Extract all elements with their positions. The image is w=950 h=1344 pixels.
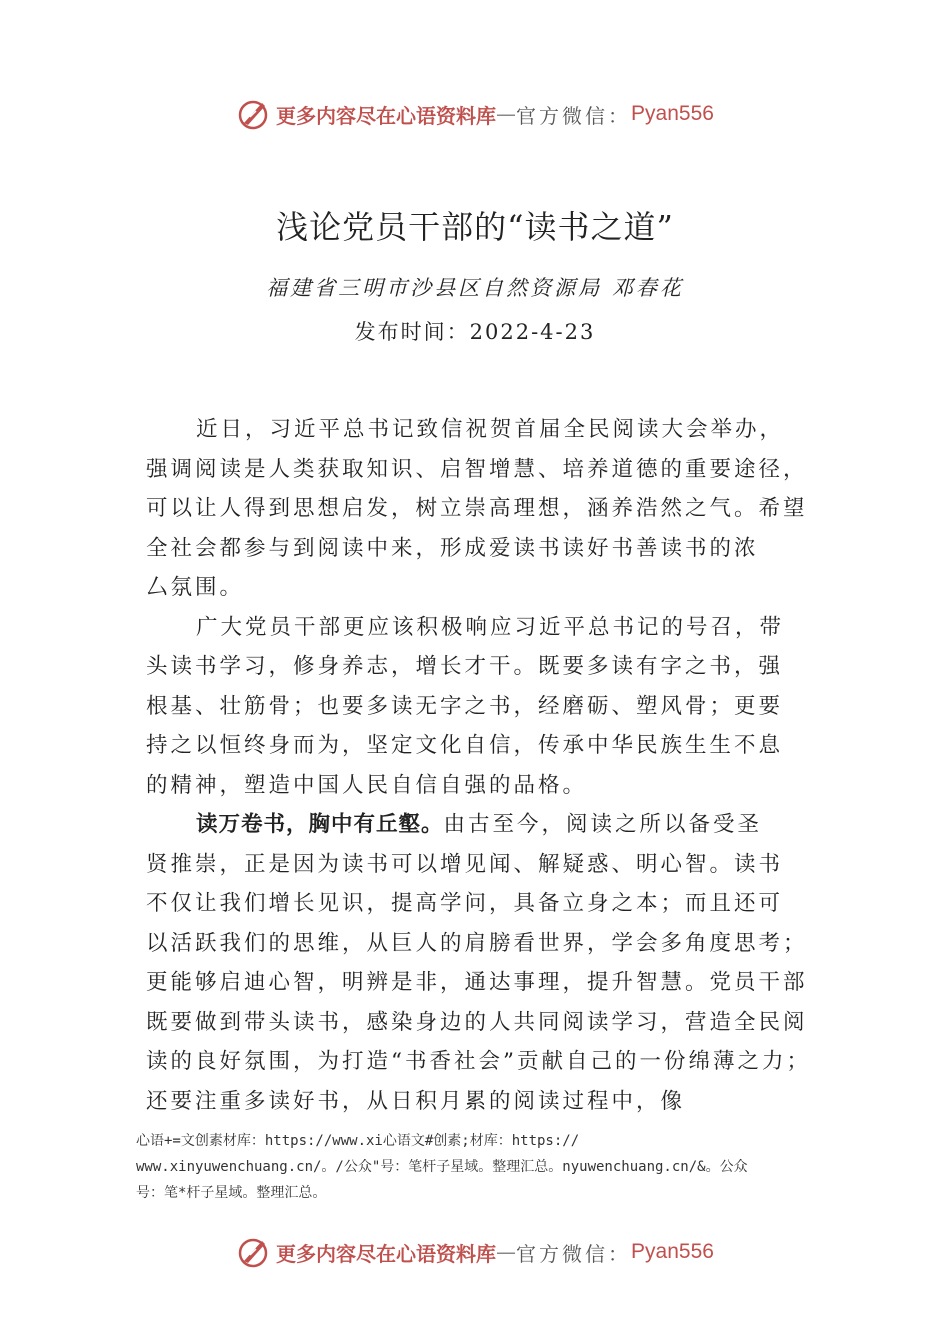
p1-line: 近日，习近平总书记致信祝贺首届全民阅读大会举办， — [196, 417, 785, 442]
p3-line: 以活跃我们的思维，从巨人的肩膀看世界，学会多角度思考； — [146, 930, 808, 956]
p2-line: 头读书学习，修身养志，增长才干。既要多读有字之书，强 — [146, 654, 784, 679]
p2-line: 广大党员干部更应该积极响应习近平总书记的号召，带 — [196, 614, 785, 640]
banner-separator: — — [496, 1240, 517, 1264]
p1-line: 强调阅读是人类获取知识、启智增慧、培养道德的重要途径， — [146, 456, 808, 482]
p3-line: 贤推崇，正是因为读书可以增见闻、解疑惑、明心智。读书 — [146, 851, 784, 877]
p3-line: 还要注重多读好书，从日积月累的阅读过程中，像 — [146, 1088, 686, 1114]
paragraph-3 — [146, 805, 816, 1121]
banner-wechat-label: 官方微信： — [516, 1241, 632, 1266]
header-banner — [0, 94, 950, 134]
footnote-line: 心语+=文创素材库：https://www.xi心语文#创素;材库：https:// — [136, 1133, 580, 1149]
p1-line: 厶氛围。 — [146, 575, 245, 600]
paragraph-1 — [146, 410, 816, 608]
quill-seal-icon — [236, 1235, 270, 1269]
footer-banner — [0, 1232, 950, 1272]
banner-brand: 更多内容尽在心语资料库 — [276, 1241, 497, 1266]
p3-line: 不仅让我们增长见识，提高学问，具备立身之本；而且还可 — [146, 891, 784, 916]
article-title: 浅论党员干部的“读书之道” — [276, 208, 674, 246]
p3-lead: 读万卷书，胸中有丘壑。 — [196, 812, 444, 837]
footnote-line: 号：笔*杆子星域。整理汇总。 — [136, 1185, 327, 1201]
article-body — [146, 410, 816, 1121]
p2-line: 的精神，塑造中国人民自信自强的品格。 — [146, 772, 588, 798]
p1-line: 可以让人得到思想启发，树立崇高理想，涵养浩然之气。希望 — [146, 496, 808, 521]
p3-line: 读的良好氛围，为打造“书香社会”贡献自己的一份绵薄之力； — [146, 1049, 811, 1074]
banner-wechat-label: 官方微信： — [516, 103, 632, 128]
article-author: 福建省三明市沙县区自然资源局 邓春花 — [266, 276, 684, 300]
footnote — [136, 1128, 836, 1206]
footnote-line: www.xinyuwenchuang.cn/。/公众"号：笔杆子星域。整理汇总。nyuwenchuang.cn/&。公众 — [136, 1159, 748, 1175]
banner-brand: 更多内容尽在心语资料库 — [276, 103, 497, 128]
p1-line: 全社会都参与到阅读中来，形成爱读书读好书善读书的浓 — [146, 535, 759, 561]
banner-wechat-id: Pyan556 — [631, 102, 714, 125]
quill-seal-icon — [236, 97, 270, 131]
paragraph-2 — [146, 608, 816, 806]
p3-line: 由古至今，阅读之所以备受圣 — [443, 812, 763, 837]
article-date: 发布时间：2022-4-23 — [354, 320, 596, 344]
p3-line: 既要做到带头读书，感染身边的人共同阅读学习，营造全民阅 — [146, 1009, 808, 1035]
banner-wechat-id: Pyan556 — [631, 1240, 714, 1263]
p2-line: 根基、壮筋骨；也要多读无字之书，经磨砺、塑风骨；更要 — [146, 693, 784, 719]
p2-line: 持之以恒终身而为，坚定文化自信，传承中华民族生生不息 — [146, 733, 784, 758]
banner-separator: — — [496, 102, 517, 126]
p3-line: 更能够启迪心智，明辨是非，通达事理，提升智慧。党员干部 — [146, 970, 808, 995]
